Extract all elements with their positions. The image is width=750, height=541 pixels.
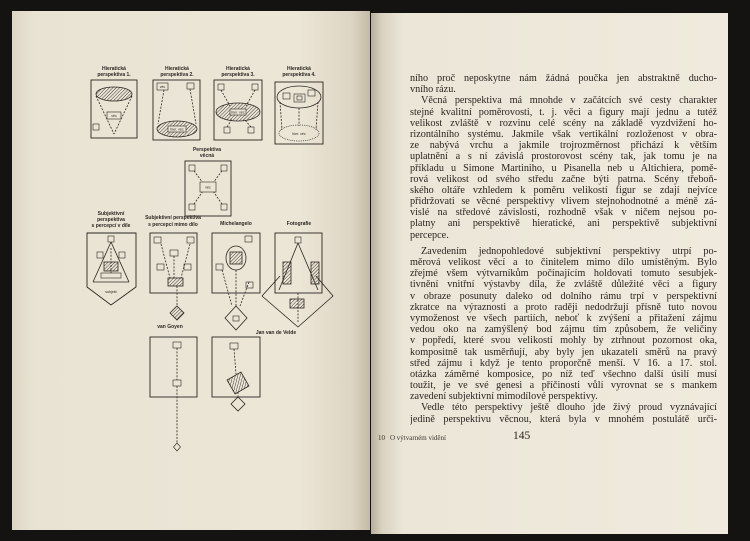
small-object (187, 83, 194, 89)
diagram-title: s percepcí mimo dílo (148, 222, 198, 228)
text-line: percepce. (410, 229, 449, 241)
diagram-hieratic-3 (214, 66, 262, 140)
text-line: velikost zvláště v rozvinu celé scény na základě vyzdvižení ho- (410, 117, 717, 129)
hieratic-label: hier. věc (292, 132, 306, 136)
diagram-subjective-in-work (87, 211, 136, 305)
text-line: v popředí, které svou velikostí mohly by ztrhnout pozornost oka, (410, 335, 717, 347)
small-object (187, 237, 194, 243)
small-object (297, 96, 302, 100)
diagram-title: Hieratická (102, 66, 126, 72)
main-object (168, 278, 183, 286)
text-line: zavedení subjektivní mimodílové perspektivy. (410, 391, 598, 403)
small-object (173, 342, 181, 348)
perspective-diagrams (12, 11, 370, 530)
text-line: toužit, je ve své genesi a příčinosti vůlí vyrovnat se s mankem (410, 380, 717, 392)
small-object (157, 264, 164, 270)
text-line: vedou oko na zamýšlený bod zájmu tím způsobem, že veličiny (410, 324, 717, 336)
page-number: 145 (513, 430, 531, 442)
text-line: měrová velikost věcí a to činitelem mimo dílo umístěným. Bylo (410, 257, 717, 268)
diagram-title: perspektiva 2. (160, 72, 194, 78)
diagram-title: perspektiva 4. (282, 72, 316, 78)
small-object (221, 165, 227, 171)
small-object (189, 165, 195, 171)
text-line: v obraze posunuty daleko od dolního rámu trpí v perspektivní (410, 290, 717, 302)
main-object (230, 252, 242, 264)
small-object (248, 127, 254, 133)
small-object (221, 204, 227, 210)
diagram-photography (262, 221, 333, 327)
diagram-title: perspektiva (97, 217, 125, 223)
small-object (245, 236, 252, 242)
small-object (295, 237, 301, 243)
diagram-hieratic-2 (153, 66, 200, 140)
text-line: Věcná perspektiva má mnohde v začátcích své cesty charakter (421, 95, 717, 107)
text-line: Vedle této perspektivy ještě dlouho jde živý proud vyznávající (421, 402, 717, 414)
diagram-title: s percepcí v díle (91, 223, 131, 229)
diagram-title: Subjektivní perspektiva (145, 215, 201, 221)
main-object (104, 262, 118, 271)
diagram-title: Fotografie (286, 221, 312, 227)
text-line: tivnění vnitřní výstavby díla, že zvláště důležité věci a figury (410, 279, 717, 291)
text-line: stejné kvalitní poměrovosti, t. j. věci a figury mají jednu a tutéž (410, 106, 717, 118)
hieratic-label: hier. věc (231, 110, 245, 115)
diagram-hieratic-1 (91, 66, 137, 138)
right-page (371, 13, 728, 534)
body-text (410, 73, 717, 425)
diagram-title: Hieratická (226, 66, 250, 72)
text-line: vymoženost ve všech partiích, neboť k zvýšení a přitažení zájmu (410, 312, 717, 324)
diagram-title: věcná (199, 153, 215, 159)
hieratic-label: hier. věc (170, 127, 184, 132)
image-object (290, 299, 304, 308)
sight-lines (222, 270, 249, 306)
main-object (311, 262, 319, 284)
signature-mark (378, 434, 446, 442)
text-line: zřejmé všem výtvarníkům počínajícím holdovati tomuto sesubjek- (410, 268, 717, 280)
diagram-van-de-velde (212, 330, 296, 411)
painter-label: Jan van de Velde (255, 330, 297, 336)
small-object (154, 237, 161, 243)
text-line: střed zájmu i když je tento proporčně menší. V 16. a 17. stol. (410, 357, 717, 369)
text-line: otázka záměrné komposice, po níž teď všechno další úsilí musí (410, 368, 717, 380)
main-object (227, 372, 249, 394)
diagram-objective (185, 147, 231, 216)
text-line: rizontálního systému. Jakmile však vertikální rozloženost v obra- (410, 128, 717, 140)
text-line: rová velikost od svého středu začne býti patrna. Scény třeboň- (410, 173, 717, 185)
text-line: kompositně tak usměrňují, aby byly jen ukazateli směrů na pravý (410, 346, 717, 358)
small-object (246, 282, 253, 288)
text-line: vislé na středové závislosti, rozhodně však v ničem nejsou po- (410, 207, 717, 219)
diagram-title: Hieratická (287, 66, 311, 72)
text-line: platny ani perspektivě hieratické, ani perspektivě subjektivní (410, 218, 717, 230)
text-line: ského oltáře vzhledem k poměru velikostí figur se zdají nejvíce (410, 184, 717, 196)
small-object (97, 252, 103, 258)
text-line: ního proč neposkytne nám žádná poučka jen abstraktně ducho- (410, 73, 717, 84)
small-object (184, 264, 191, 270)
diagram-title: Hieratická (165, 66, 189, 72)
painter-label: van Goyen (157, 324, 183, 330)
viewer-point (170, 306, 184, 320)
subject-label: subjekt (105, 290, 117, 294)
text-line: příkladu u Simone Martiniho, u Pisanella neb u Altichiera, pomě- (410, 162, 717, 174)
text-line: zkratce na výraznosti a proto raději nedodržují přísně tuto novou (410, 301, 717, 313)
small-object (189, 204, 195, 210)
diagram-title: Perspektiva (192, 147, 222, 153)
small-object (119, 252, 125, 258)
diagram-title: Michelangelo (220, 221, 252, 227)
diagram-title: perspektiva 1. (97, 72, 131, 78)
text-line: ze nabývá vrchu a jakmile trojrozměrnost přichází k větším (410, 140, 717, 152)
main-object (283, 262, 291, 284)
small-object (224, 127, 230, 133)
small-object (108, 236, 114, 242)
diagram-michelangelo (212, 221, 260, 330)
text-line: Zavedením jednopohledové subjektivní perspektivy utrpí po- (421, 245, 717, 257)
small-object (173, 380, 181, 386)
text-line: jedině perspektivu věcnou, která byla v mnohém postulátě urči- (410, 413, 717, 425)
small-object (230, 343, 238, 349)
hieratic-object (96, 87, 132, 101)
diagram-title: Subjektivní (97, 211, 125, 217)
object-label: věc (111, 114, 117, 118)
signature-title: O výtvarném vidění (390, 434, 446, 442)
text-line: přidržovati se věcné perspektivy vlivem stejnohodnotné a méně zá- (410, 196, 717, 208)
small-object (233, 316, 239, 321)
small-object (308, 90, 315, 96)
sight-lines (158, 89, 196, 124)
object-label: věc (205, 185, 211, 190)
diagram-title: perspektiva 3. (221, 72, 255, 78)
small-object (93, 124, 99, 130)
signature-number: 10 (378, 434, 385, 442)
viewer-point (231, 397, 245, 411)
small-object (283, 93, 290, 99)
diagram-subjective-outside-work (145, 215, 201, 451)
small-object (252, 84, 258, 90)
small-object (170, 250, 178, 256)
text-line: vního rázu. (410, 84, 456, 96)
left-page (12, 11, 370, 530)
viewer-point (174, 443, 181, 451)
text-line: uplatnění a s ní závislá prostorovost scény tak, jak tomu je na (410, 151, 717, 163)
diagram-hieratic-4 (275, 66, 323, 144)
object-label: věc (159, 85, 166, 89)
small-object (101, 273, 121, 278)
small-object (216, 264, 223, 270)
small-object (218, 84, 224, 90)
